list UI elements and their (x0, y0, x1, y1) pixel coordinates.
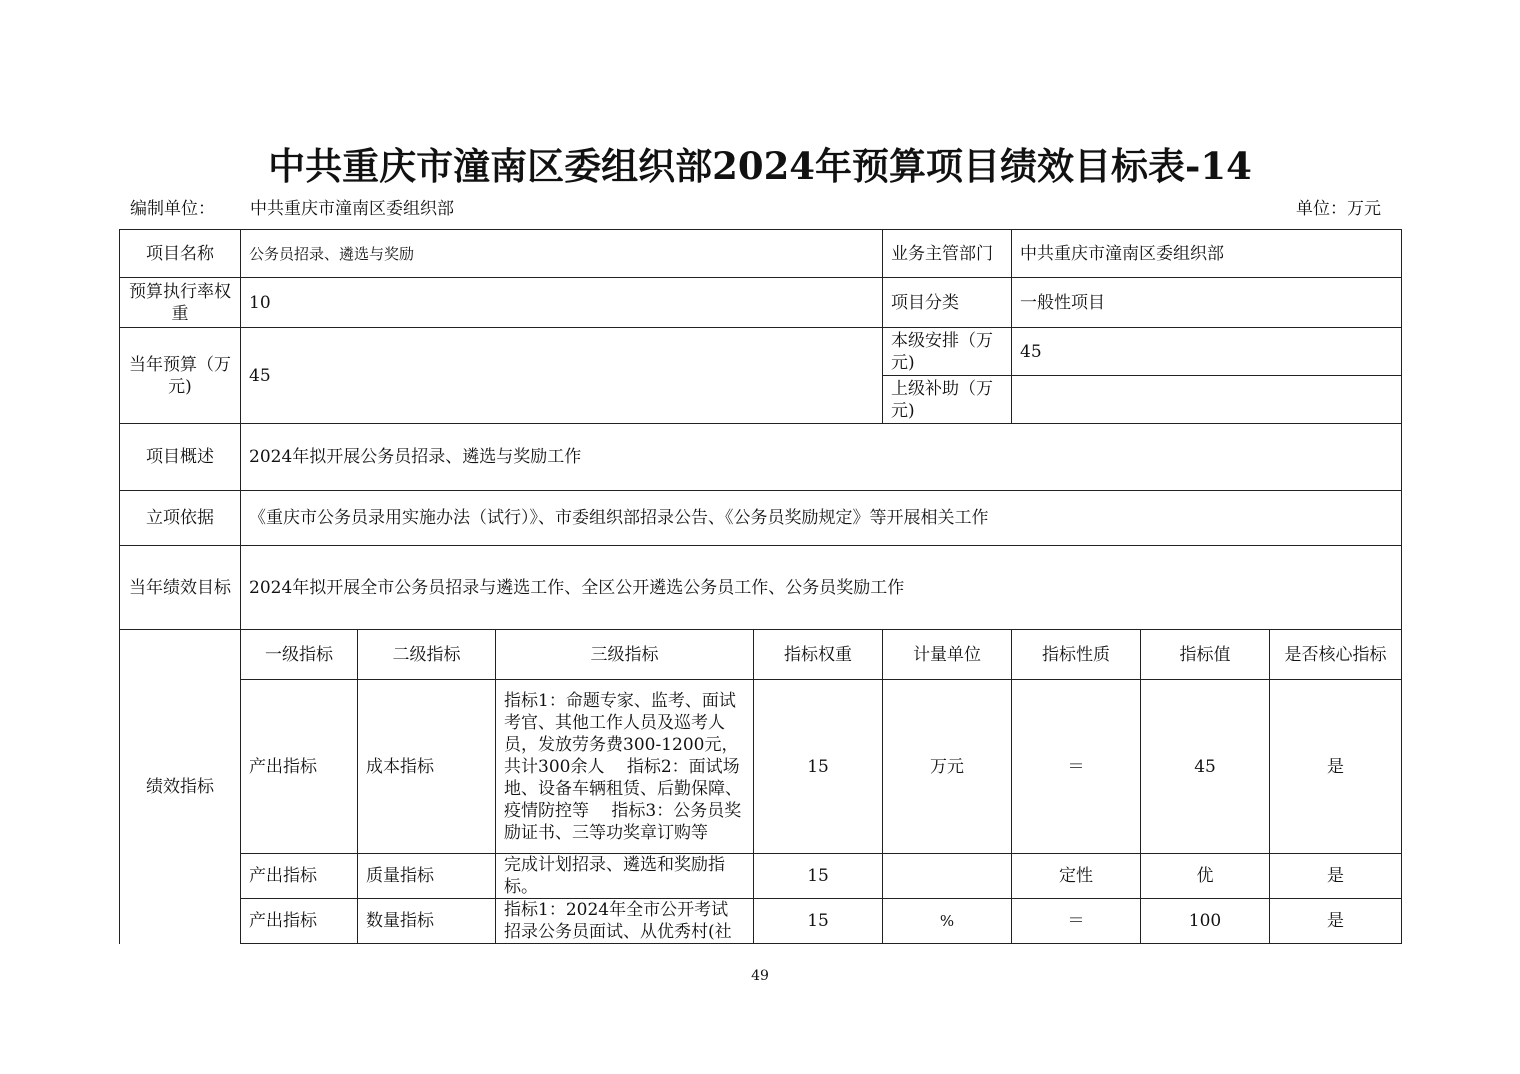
row2-core: 是 (1270, 854, 1402, 899)
header-value: 指标值 (1141, 630, 1270, 680)
header-weight: 指标权重 (754, 630, 883, 680)
row3-unit: % (883, 899, 1012, 944)
page-title: 中共重庆市潼南区委组织部2024年预算项目绩效目标表-14 (268, 144, 1252, 188)
table-row (120, 899, 1402, 944)
local-budget-label: 本级安排（万元) (883, 328, 1012, 376)
header-level3: 三级指标 (496, 630, 754, 680)
goal-label: 当年绩效目标 (120, 546, 241, 630)
row1-nature: ＝ (1012, 680, 1141, 854)
project-name-label: 项目名称 (120, 230, 241, 278)
row2-unit (883, 854, 1012, 899)
performance-target-table (119, 229, 1402, 944)
basis-label: 立项依据 (120, 491, 241, 546)
row3-level2: 数量指标 (358, 899, 496, 944)
row1-core: 是 (1270, 680, 1402, 854)
local-budget-value: 45 (1012, 328, 1402, 376)
row1-level1: 产出指标 (241, 680, 358, 854)
row2-level1: 产出指标 (241, 854, 358, 899)
row1-unit: 万元 (883, 680, 1012, 854)
basis-value: 《重庆市公务员录用实施办法（试行）》、市委组织部招录公告、《公务员奖励规定》等开展相关工作 (241, 491, 1402, 546)
overview-label: 项目概述 (120, 424, 241, 491)
row1-weight: 15 (754, 680, 883, 854)
row3-level1: 产出指标 (241, 899, 358, 944)
row3-core: 是 (1270, 899, 1402, 944)
exec-weight-value: 10 (241, 278, 883, 328)
currency-unit: 单位：万元 (1296, 199, 1381, 219)
table-row (120, 680, 1402, 854)
header-level1: 一级指标 (241, 630, 358, 680)
row1-level3: 指标1：命题专家、监考、面试考官、其他工作人员及巡考人员，发放劳务费300-1200元，共计300余人 指标2：面试场地、设备车辆租赁、后勤保障、疫情防控等 指标3：公务员奖励证书、三等功奖章订购等 (496, 680, 754, 854)
table-row (120, 854, 1402, 899)
page-number: 49 (751, 968, 769, 984)
header-level2: 二级指标 (358, 630, 496, 680)
project-name-value: 公务员招录、遴选与奖励 (241, 230, 883, 278)
goal-value: 2024年拟开展全市公务员招录与遴选工作、全区公开遴选公务员工作、公务员奖励工作 (241, 546, 1402, 630)
row2-level2: 质量指标 (358, 854, 496, 899)
header-core: 是否核心指标 (1270, 630, 1402, 680)
category-label: 项目分类 (883, 278, 1012, 328)
overview-value: 2024年拟开展公务员招录、遴选与奖励工作 (241, 424, 1402, 491)
row1-value: 45 (1141, 680, 1270, 854)
upper-subsidy-label: 上级补助（万元) (883, 376, 1012, 424)
exec-weight-label: 预算执行率权重 (120, 278, 241, 328)
category-value: 一般性项目 (1012, 278, 1402, 328)
budget-label: 当年预算（万元) (120, 328, 241, 424)
compiling-unit-value: 中共重庆市潼南区委组织部 (250, 199, 454, 219)
row2-nature: 定性 (1012, 854, 1141, 899)
dept-label: 业务主管部门 (883, 230, 1012, 278)
row3-weight: 15 (754, 899, 883, 944)
row2-level3: 完成计划招录、遴选和奖励指标。 (496, 854, 754, 899)
compiling-unit-label: 编制单位： (130, 199, 215, 219)
header-nature: 指标性质 (1012, 630, 1141, 680)
row3-nature: ＝ (1012, 899, 1141, 944)
row1-level2: 成本指标 (358, 680, 496, 854)
row3-level3: 指标1：2024年全市公开考试招录公务员面试、从优秀村(社 (496, 899, 754, 944)
dept-value: 中共重庆市潼南区委组织部 (1012, 230, 1402, 278)
row3-value: 100 (1141, 899, 1270, 944)
row2-weight: 15 (754, 854, 883, 899)
row2-value: 优 (1141, 854, 1270, 899)
indicators-label: 绩效指标 (120, 630, 241, 944)
header-unit: 计量单位 (883, 630, 1012, 680)
budget-value: 45 (241, 328, 883, 424)
upper-subsidy-value (1012, 376, 1402, 424)
